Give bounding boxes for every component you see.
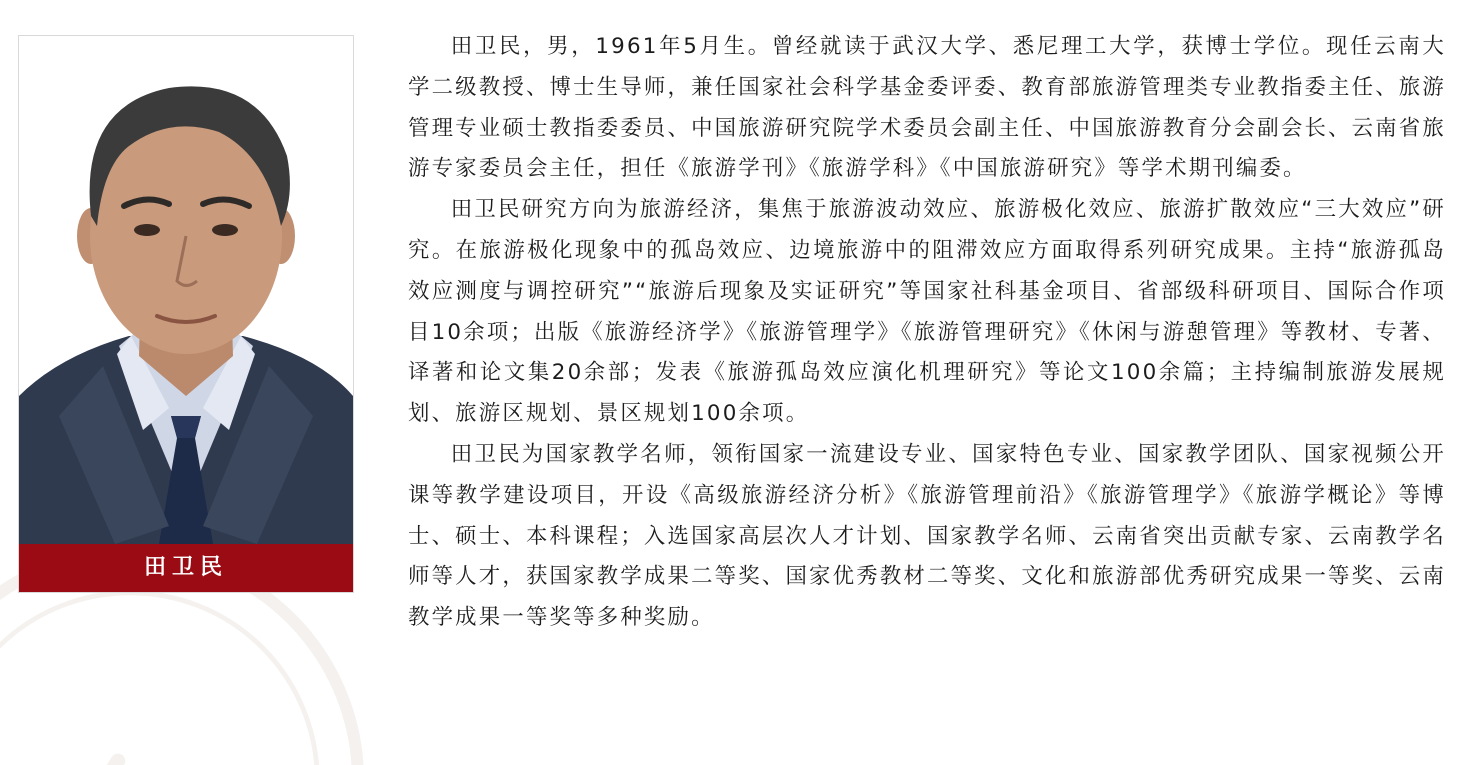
profile-photo-card [18,35,354,593]
biography [408,27,1446,639]
bio-paragraph-3: 田卫民为国家教学名师，领衔国家一流建设专业、国家特色专业、国家教学团队、国家视频公开课等教学建设项目，开设《高级旅游经济分析》《旅游管理前沿》《旅游管理学》《旅游学概论》等博士、硕士、本科课程；入选国家高层次人才计划、国家教学名师、云南省突出贡献专家、云南教学名师等人才，获国家教学成果二等奖、国家优秀教材二等奖、文化和旅游部优秀研究成果一等奖、云南教学成果一等奖等多种奖励。 [408,441,1446,631]
bio-paragraph-2: 田卫民研究方向为旅游经济，集焦于旅游波动效应、旅游极化效应、旅游扩散效应“三大效应”研究。在旅游极化现象中的孤岛效应、边境旅游中的阻滞效应方面取得系列研究成果。主持“旅游孤岛效应测度与调控研究”“旅游后现象及实证研究”等国家社科基金项目、省部级科研项目、国际合作项目10余项；出版《旅游经济学》《旅游管理学》《旅游管理研究》《休闲与游憩管理》等教材、专著、译著和论文集20余部；发表《旅游孤岛效应演化机理研究》等论文100余篇；主持编制旅游发展规划、旅游区规划、景区规划100余项。 [408,197,1446,427]
portrait-photo [19,36,353,544]
portrait-illustration [19,36,353,544]
bio-paragraph-1: 田卫民，男，1961年5月生。曾经就读于武汉大学、悉尼理工大学，获博士学位。现任云南大学二级教授、博士生导师，兼任国家社会科学基金委评委、教育部旅游管理类专业教指委主任、旅游管理专业硕士教指委委员、中国旅游研究院学术委员会副主任、中国旅游教育分会副会长、云南省旅游专家委员会主任，担任《旅游学刊》《旅游学科》《中国旅游研究》等学术期刊编委。 [408,34,1446,182]
name-banner: 田卫民 [19,544,353,592]
